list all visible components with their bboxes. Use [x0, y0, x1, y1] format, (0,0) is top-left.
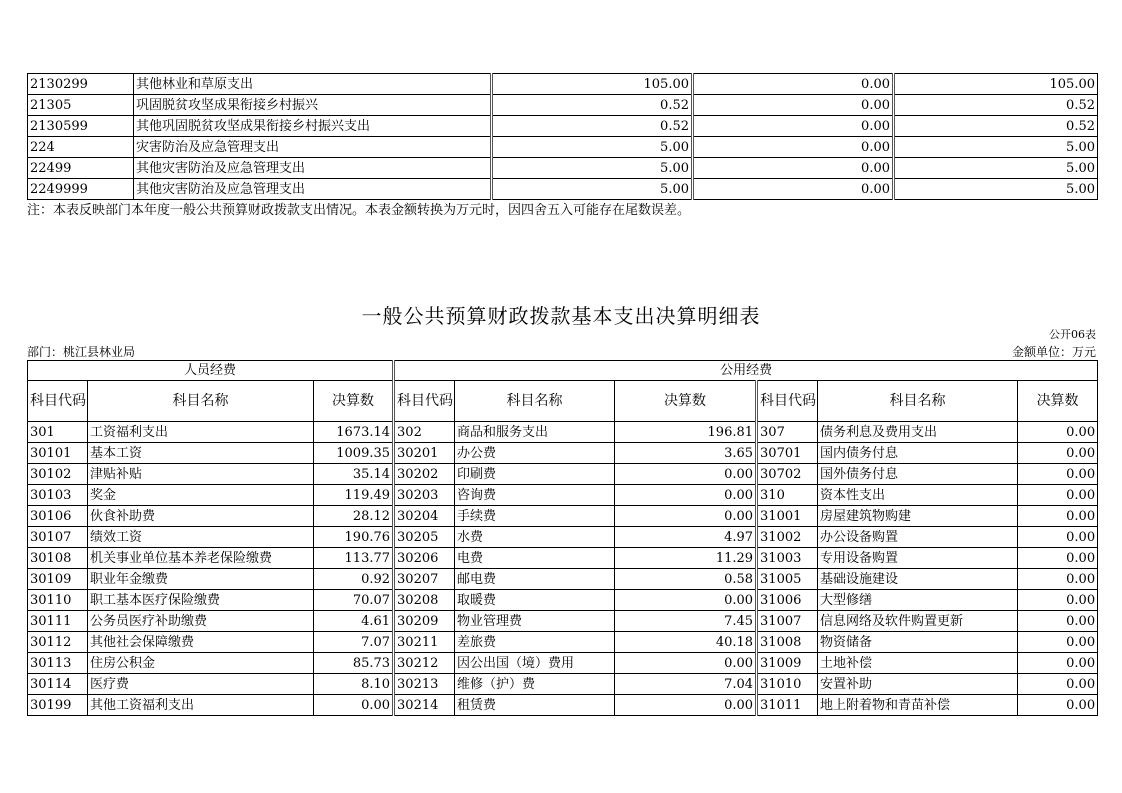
public-code: 31007: [757, 611, 818, 632]
personnel-code: 30101: [28, 443, 88, 464]
public-amount: 0.00: [1018, 611, 1098, 632]
public-name: 办公设备购置: [818, 527, 1018, 548]
table-row: [28, 158, 1098, 179]
subject-code: 2249999: [28, 179, 134, 200]
personnel-amount: 28.12: [314, 506, 394, 527]
public-amount: 7.45: [615, 611, 757, 632]
public-amount: 0.00: [1018, 506, 1098, 527]
public-name: 商品和服务支出: [455, 422, 615, 443]
personnel-name: 工资福利支出: [88, 422, 314, 443]
personnel-amount: 4.61: [314, 611, 394, 632]
public-name: 债务利息及费用支出: [818, 422, 1018, 443]
subject-code: 2130299: [28, 74, 134, 95]
public-code: 30206: [394, 548, 455, 569]
public-code: 31009: [757, 653, 818, 674]
public-amount: 4.97: [615, 527, 757, 548]
public-code: 30203: [394, 485, 455, 506]
public-code: 30702: [757, 464, 818, 485]
personnel-name: 其他工资福利支出: [88, 695, 314, 716]
amount-cell: 0.00: [693, 137, 894, 158]
public-code: 31002: [757, 527, 818, 548]
public-amount: 0.00: [615, 485, 757, 506]
public-code: 31001: [757, 506, 818, 527]
subject-name: 其他巩固脱贫攻坚成果衔接乡村振兴支出: [134, 116, 492, 137]
public-name: 邮电费: [455, 569, 615, 590]
public-code: 302: [394, 422, 455, 443]
public-amount: 0.00: [615, 653, 757, 674]
public-code: 30701: [757, 443, 818, 464]
public-name: 取暖费: [455, 590, 615, 611]
amount-cell: 0.00: [693, 95, 894, 116]
table-row: [28, 464, 1098, 485]
public-name: 专用设备购置: [818, 548, 1018, 569]
public-name: 咨询费: [455, 485, 615, 506]
public-code: 30212: [394, 653, 455, 674]
public-header: 公用经费: [394, 361, 1098, 381]
personnel-amount: 35.14: [314, 464, 394, 485]
public-code: 30208: [394, 590, 455, 611]
public-code: 30211: [394, 632, 455, 653]
public-name: 办公费: [455, 443, 615, 464]
personnel-amount: 119.49: [314, 485, 394, 506]
basic-expenditure-table: [27, 360, 1098, 716]
public-code: 31003: [757, 548, 818, 569]
personnel-code: 30106: [28, 506, 88, 527]
public-code: 30214: [394, 695, 455, 716]
amount-cell: 5.00: [894, 179, 1098, 200]
table-row: [28, 443, 1098, 464]
table-row: [28, 422, 1098, 443]
amount-header: 决算数: [314, 381, 394, 422]
amount-header: 决算数: [1018, 381, 1098, 422]
amount-cell: 0.52: [894, 116, 1098, 137]
public-name: 水费: [455, 527, 615, 548]
public-amount: 0.00: [1018, 590, 1098, 611]
personnel-code: 30112: [28, 632, 88, 653]
public-code: 31011: [757, 695, 818, 716]
public-code: 307: [757, 422, 818, 443]
public-name: 印刷费: [455, 464, 615, 485]
public-amount: 0.00: [615, 590, 757, 611]
table-row: [28, 95, 1098, 116]
public-amount: 40.18: [615, 632, 757, 653]
public-amount: 0.58: [615, 569, 757, 590]
personnel-name: 公务员医疗补助缴费: [88, 611, 314, 632]
personnel-code: 30103: [28, 485, 88, 506]
public-code: 30207: [394, 569, 455, 590]
page-title: 一般公共预算财政拨款基本支出决算明细表: [361, 304, 761, 328]
public-code: 30213: [394, 674, 455, 695]
public-amount: 0.00: [1018, 653, 1098, 674]
column-header-row: [28, 381, 1098, 422]
public-code: 31006: [757, 590, 818, 611]
table-row: [28, 569, 1098, 590]
personnel-code: 30109: [28, 569, 88, 590]
prior-table-continuation: [27, 73, 1098, 200]
amount-cell: 0.00: [693, 179, 894, 200]
personnel-name: 津贴补贴: [88, 464, 314, 485]
personnel-amount: 1009.35: [314, 443, 394, 464]
public-name: 物资储备: [818, 632, 1018, 653]
public-amount: 11.29: [615, 548, 757, 569]
amount-cell: 5.00: [894, 137, 1098, 158]
subject-name: 灾害防治及应急管理支出: [134, 137, 492, 158]
subject-code: 224: [28, 137, 134, 158]
public-name: 维修（护）费: [455, 674, 615, 695]
public-name: 差旅费: [455, 632, 615, 653]
subject-name: 其他灾害防治及应急管理支出: [134, 179, 492, 200]
amount-cell: 5.00: [492, 179, 693, 200]
table-row: [28, 653, 1098, 674]
personnel-amount: 0.92: [314, 569, 394, 590]
public-name: 租赁费: [455, 695, 615, 716]
public-amount: 0.00: [1018, 674, 1098, 695]
amount-cell: 5.00: [492, 158, 693, 179]
personnel-amount: 7.07: [314, 632, 394, 653]
table-row: [28, 485, 1098, 506]
public-name: 安置补助: [818, 674, 1018, 695]
code-header: 科目代码: [757, 381, 818, 422]
amount-cell: 105.00: [894, 74, 1098, 95]
table-row: [28, 116, 1098, 137]
public-amount: 0.00: [1018, 569, 1098, 590]
personnel-name: 基本工资: [88, 443, 314, 464]
subject-name: 其他灾害防治及应急管理支出: [134, 158, 492, 179]
subject-code: 22499: [28, 158, 134, 179]
personnel-name: 奖金: [88, 485, 314, 506]
personnel-amount: 113.77: [314, 548, 394, 569]
personnel-name: 职业年金缴费: [88, 569, 314, 590]
personnel-code: 30114: [28, 674, 88, 695]
public-name: 房屋建筑物购建: [818, 506, 1018, 527]
personnel-name: 绩效工资: [88, 527, 314, 548]
subject-code: 2130599: [28, 116, 134, 137]
amount-cell: 0.52: [492, 95, 693, 116]
public-code: 30205: [394, 527, 455, 548]
amount-cell: 5.00: [492, 137, 693, 158]
public-name: 国内债务付息: [818, 443, 1018, 464]
table-row: [28, 674, 1098, 695]
table-note: 注：本表反映部门本年度一般公共预算财政拨款支出情况。本表金额转换为万元时，因四舍五入可能存在尾数误差。: [27, 203, 691, 218]
public-amount: 3.65: [615, 443, 757, 464]
public-code: 31010: [757, 674, 818, 695]
amount-cell: 0.00: [693, 158, 894, 179]
personnel-name: 伙食补助费: [88, 506, 314, 527]
code-header: 科目代码: [394, 381, 455, 422]
personnel-name: 其他社会保障缴费: [88, 632, 314, 653]
personnel-code: 30110: [28, 590, 88, 611]
public-amount: 0.00: [1018, 548, 1098, 569]
personnel-name: 医疗费: [88, 674, 314, 695]
personnel-code: 30102: [28, 464, 88, 485]
table-row: [28, 527, 1098, 548]
personnel-amount: 8.10: [314, 674, 394, 695]
table-row: [28, 548, 1098, 569]
personnel-amount: 85.73: [314, 653, 394, 674]
amount-cell: 0.00: [693, 74, 894, 95]
personnel-code: 301: [28, 422, 88, 443]
public-code: 30204: [394, 506, 455, 527]
public-amount: 0.00: [1018, 485, 1098, 506]
table-row: [28, 695, 1098, 716]
table-row: [28, 611, 1098, 632]
personnel-name: 职工基本医疗保险缴费: [88, 590, 314, 611]
subject-name: 巩固脱贫攻坚成果衔接乡村振兴: [134, 95, 492, 116]
public-name: 因公出国（境）费用: [455, 653, 615, 674]
table-row: [28, 74, 1098, 95]
public-name: 土地补偿: [818, 653, 1018, 674]
public-name: 基础设施建设: [818, 569, 1018, 590]
public-code: 30201: [394, 443, 455, 464]
public-amount: 0.00: [615, 506, 757, 527]
public-amount: 0.00: [615, 464, 757, 485]
personnel-header: 人员经费: [28, 361, 394, 381]
personnel-amount: 1673.14: [314, 422, 394, 443]
form-number: 公开06表: [1049, 328, 1096, 341]
public-amount: 0.00: [1018, 527, 1098, 548]
personnel-amount: 190.76: [314, 527, 394, 548]
public-amount: 0.00: [615, 695, 757, 716]
department-label: 部门：桃江县林业局: [27, 345, 136, 359]
amount-cell: 0.00: [693, 116, 894, 137]
personnel-amount: 0.00: [314, 695, 394, 716]
table-row: [28, 179, 1098, 200]
subject-code: 21305: [28, 95, 134, 116]
amount-cell: 0.52: [894, 95, 1098, 116]
amount-header: 决算数: [615, 381, 757, 422]
name-header: 科目名称: [818, 381, 1018, 422]
public-name: 资本性支出: [818, 485, 1018, 506]
amount-cell: 105.00: [492, 74, 693, 95]
public-name: 手续费: [455, 506, 615, 527]
amount-cell: 5.00: [894, 158, 1098, 179]
unit-label: 金额单位：万元: [1011, 345, 1096, 359]
public-code: 30202: [394, 464, 455, 485]
name-header: 科目名称: [88, 381, 314, 422]
public-amount: 0.00: [1018, 443, 1098, 464]
table-row: [28, 137, 1098, 158]
public-name: 国外债务付息: [818, 464, 1018, 485]
public-amount: 0.00: [1018, 632, 1098, 653]
public-name: 大型修缮: [818, 590, 1018, 611]
personnel-code: 30107: [28, 527, 88, 548]
personnel-name: 机关事业单位基本养老保险缴费: [88, 548, 314, 569]
public-name: 信息网络及软件购置更新: [818, 611, 1018, 632]
table-row: [28, 632, 1098, 653]
code-header: 科目代码: [28, 381, 88, 422]
public-name: 电费: [455, 548, 615, 569]
public-amount: 0.00: [1018, 422, 1098, 443]
personnel-code: 30108: [28, 548, 88, 569]
table-row: [28, 590, 1098, 611]
public-name: 地上附着物和青苗补偿: [818, 695, 1018, 716]
public-code: 31005: [757, 569, 818, 590]
public-name: 物业管理费: [455, 611, 615, 632]
public-amount: 0.00: [1018, 464, 1098, 485]
table-row: [28, 506, 1098, 527]
personnel-code: 30199: [28, 695, 88, 716]
subject-name: 其他林业和草原支出: [134, 74, 492, 95]
personnel-code: 30111: [28, 611, 88, 632]
public-amount: 196.81: [615, 422, 757, 443]
public-code: 310: [757, 485, 818, 506]
public-code: 31008: [757, 632, 818, 653]
group-header-row: [28, 361, 1098, 381]
personnel-name: 住房公积金: [88, 653, 314, 674]
amount-cell: 0.52: [492, 116, 693, 137]
public-code: 30209: [394, 611, 455, 632]
public-amount: 7.04: [615, 674, 757, 695]
name-header: 科目名称: [455, 381, 615, 422]
personnel-code: 30113: [28, 653, 88, 674]
personnel-amount: 70.07: [314, 590, 394, 611]
public-amount: 0.00: [1018, 695, 1098, 716]
